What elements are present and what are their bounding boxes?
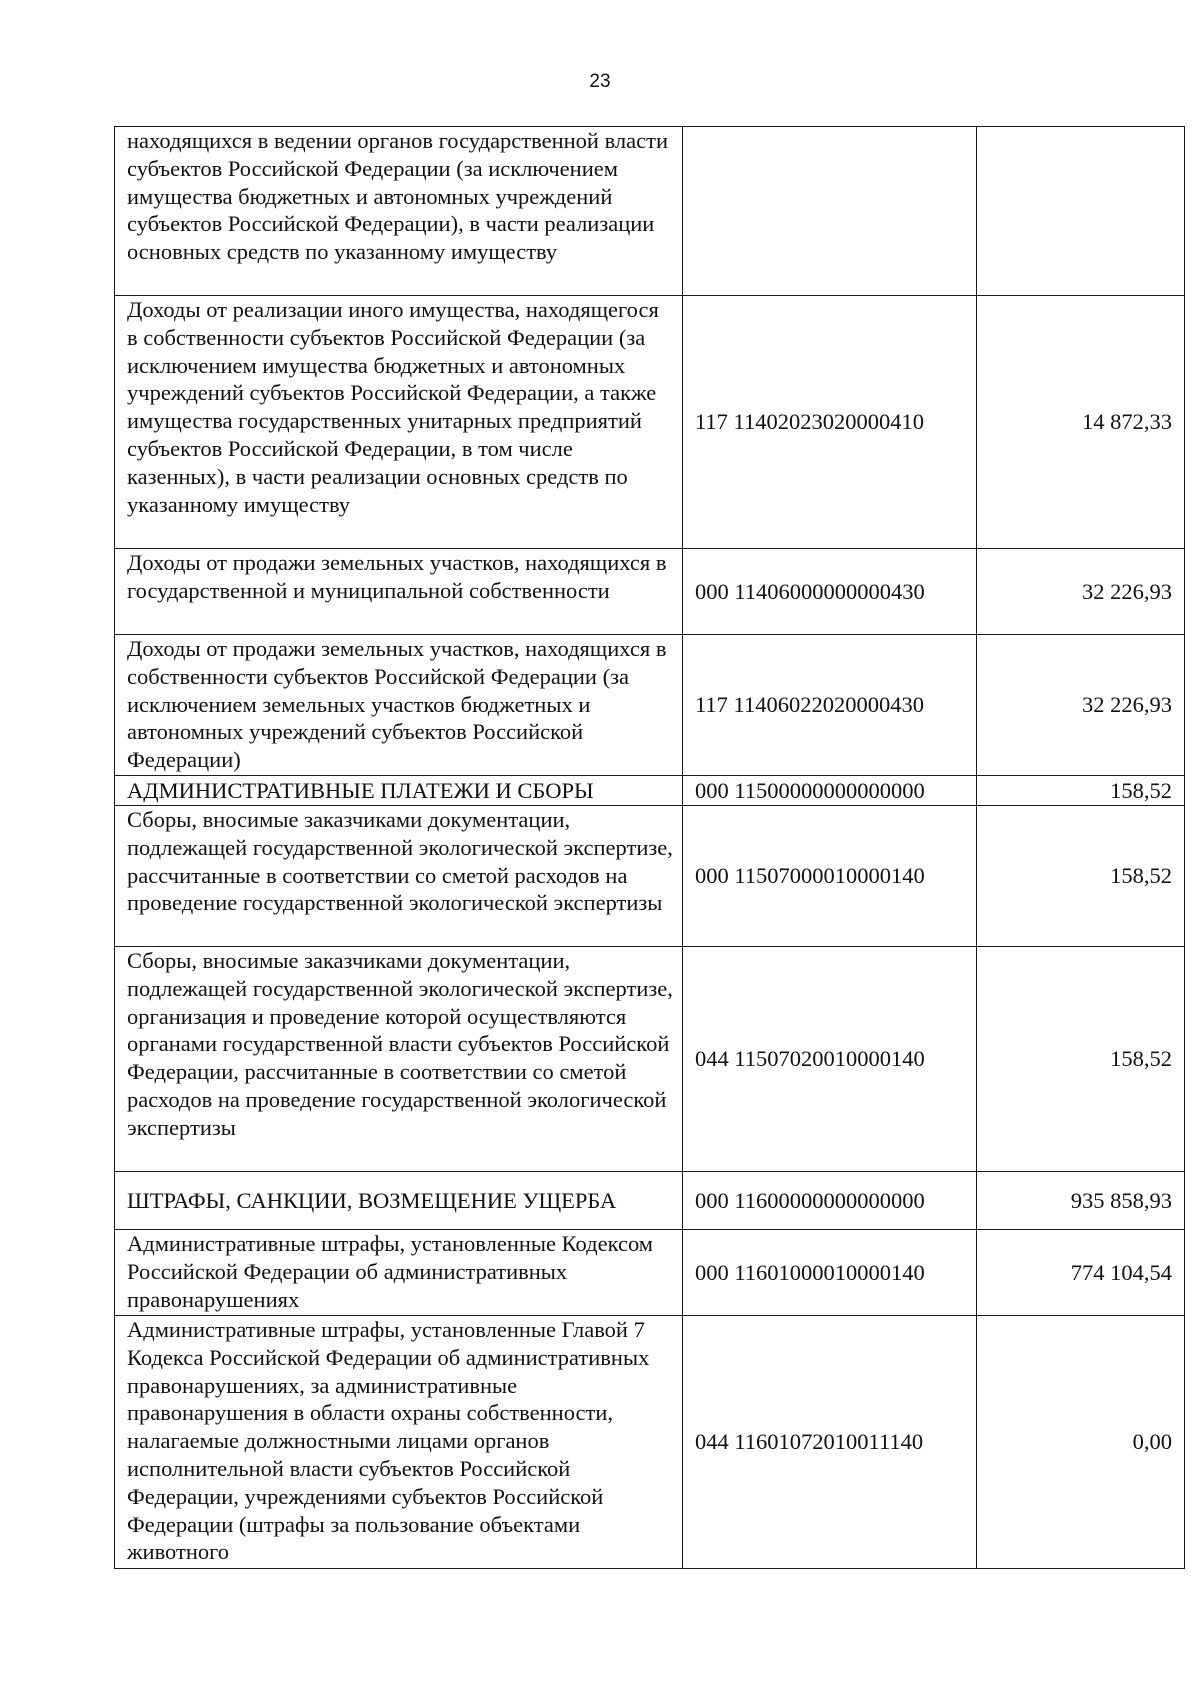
row-amount-cell bbox=[977, 947, 1185, 1172]
row-amount: 158,52 bbox=[1110, 777, 1172, 803]
table-row bbox=[115, 1316, 1185, 1569]
row-code-cell bbox=[683, 776, 977, 806]
table-row bbox=[115, 635, 1185, 776]
row-code: 000 11500000000000000 bbox=[695, 777, 925, 803]
row-name-cell bbox=[115, 635, 683, 776]
row-name-cell bbox=[115, 947, 683, 1172]
row-name: Доходы от продажи земельных участков, находящихся в собственности субъектов Российской Федерации (за исключением земельных участков бюджетных и автономных учреждений субъектов Российской Федерации) bbox=[127, 636, 667, 773]
row-amount: 935 858,93 bbox=[1070, 1187, 1172, 1213]
revenue-table bbox=[114, 126, 1185, 1569]
row-amount: 158,52 bbox=[1110, 1046, 1172, 1072]
table-row bbox=[115, 1172, 1185, 1230]
row-amount-cell bbox=[977, 776, 1185, 806]
row-code: 000 11600000000000000 bbox=[695, 1187, 925, 1213]
row-name: находящихся в ведении органов государственной власти субъектов Российской Федерации (за исключением имущества бюджетных и автономных учреждений субъектов Российской Федерации), в части реализации основных средств по указанному имуществу bbox=[127, 128, 668, 265]
row-name: АДМИНИСТРАТИВНЫЕ ПЛАТЕЖИ И СБОРЫ bbox=[127, 777, 594, 803]
row-name: Доходы от реализации иного имущества, находящегося в собственности субъектов Российской Федерации (за исключением имущества бюджетных и автономных учреждений субъектов Российской Федерации, а также имущества государственных унитарных предприятий субъектов Российской Федерации, в том числе казенных), в части реализации основных средств по указанному имуществу bbox=[127, 297, 659, 517]
row-amount-cell bbox=[977, 127, 1185, 296]
row-name: Сборы, вносимые заказчиками документации, подлежащей государственной экологической экспертизе, организация и проведение которой осуществляются органами государственной власти субъектов Российской Федерации, рассчитанные в соответствии со сметой расходов на проведение государственной экологической экспертизы bbox=[127, 948, 673, 1140]
row-code: 044 11507020010000140 bbox=[695, 1046, 925, 1072]
row-name: Административные штрафы, установленные Главой 7 Кодекса Российской Федерации об административных правонарушениях, за административные правонарушения в области охраны собственности, налагаемые должностными лицами органов исполнительной власти субъектов Российской Федерации, учреждениями субъектов Российской Федерации (штрафы за пользование объектами животного bbox=[127, 1317, 650, 1565]
row-amount-cell bbox=[977, 1316, 1185, 1569]
row-name: Доходы от продажи земельных участков, находящихся в государственной и муниципальной собственности bbox=[127, 550, 667, 603]
row-name-cell bbox=[115, 296, 683, 549]
row-code-cell bbox=[683, 806, 977, 947]
row-amount-cell bbox=[977, 549, 1185, 635]
row-amount: 774 104,54 bbox=[1070, 1259, 1172, 1285]
table-row bbox=[115, 947, 1185, 1172]
row-amount-cell bbox=[977, 1230, 1185, 1316]
row-name-cell bbox=[115, 1316, 683, 1569]
row-code-cell bbox=[683, 947, 977, 1172]
row-amount-cell bbox=[977, 806, 1185, 947]
row-amount-cell bbox=[977, 296, 1185, 549]
row-code: 117 11402023020000410 bbox=[695, 409, 924, 435]
row-code: 000 11601000010000140 bbox=[695, 1259, 925, 1285]
table-row bbox=[115, 1230, 1185, 1316]
row-name: Сборы, вносимые заказчиками документации, подлежащей государственной экологической экспертизе, рассчитанные в соответствии со сметой расходов на проведение государственной экологической экспертизы bbox=[127, 807, 673, 916]
table-row bbox=[115, 549, 1185, 635]
row-code-cell bbox=[683, 1316, 977, 1569]
row-code-cell bbox=[683, 1172, 977, 1230]
table-row bbox=[115, 127, 1185, 296]
row-name: ШТРАФЫ, САНКЦИИ, ВОЗМЕЩЕНИЕ УЩЕРБА bbox=[127, 1187, 617, 1213]
row-name-cell bbox=[115, 127, 683, 296]
table-row bbox=[115, 806, 1185, 947]
row-code: 044 11601072010011140 bbox=[695, 1429, 924, 1455]
row-code: 117 11406022020000430 bbox=[695, 692, 924, 718]
row-code-cell bbox=[683, 1230, 977, 1316]
table-row bbox=[115, 296, 1185, 549]
row-code-cell bbox=[683, 635, 977, 776]
row-code-cell bbox=[683, 549, 977, 635]
row-amount: 32 226,93 bbox=[1082, 578, 1172, 604]
row-amount-cell bbox=[977, 635, 1185, 776]
page-number: 23 bbox=[589, 71, 611, 92]
row-name: Административные штрафы, установленные Кодексом Российской Федерации об административных правонарушениях bbox=[127, 1231, 654, 1312]
row-name-cell bbox=[115, 806, 683, 947]
row-name-cell bbox=[115, 1230, 683, 1316]
row-code: 000 11406000000000430 bbox=[695, 578, 925, 604]
row-name-cell bbox=[115, 776, 683, 806]
row-amount: 158,52 bbox=[1110, 863, 1172, 889]
row-amount-cell bbox=[977, 1172, 1185, 1230]
row-amount: 14 872,33 bbox=[1082, 409, 1172, 435]
row-code: 000 11507000010000140 bbox=[695, 863, 925, 889]
row-name-cell bbox=[115, 1172, 683, 1230]
row-code-cell bbox=[683, 127, 977, 296]
row-amount: 32 226,93 bbox=[1082, 692, 1172, 718]
table-row bbox=[115, 776, 1185, 806]
row-name-cell bbox=[115, 549, 683, 635]
row-code-cell bbox=[683, 296, 977, 549]
row-amount: 0,00 bbox=[1132, 1429, 1172, 1455]
